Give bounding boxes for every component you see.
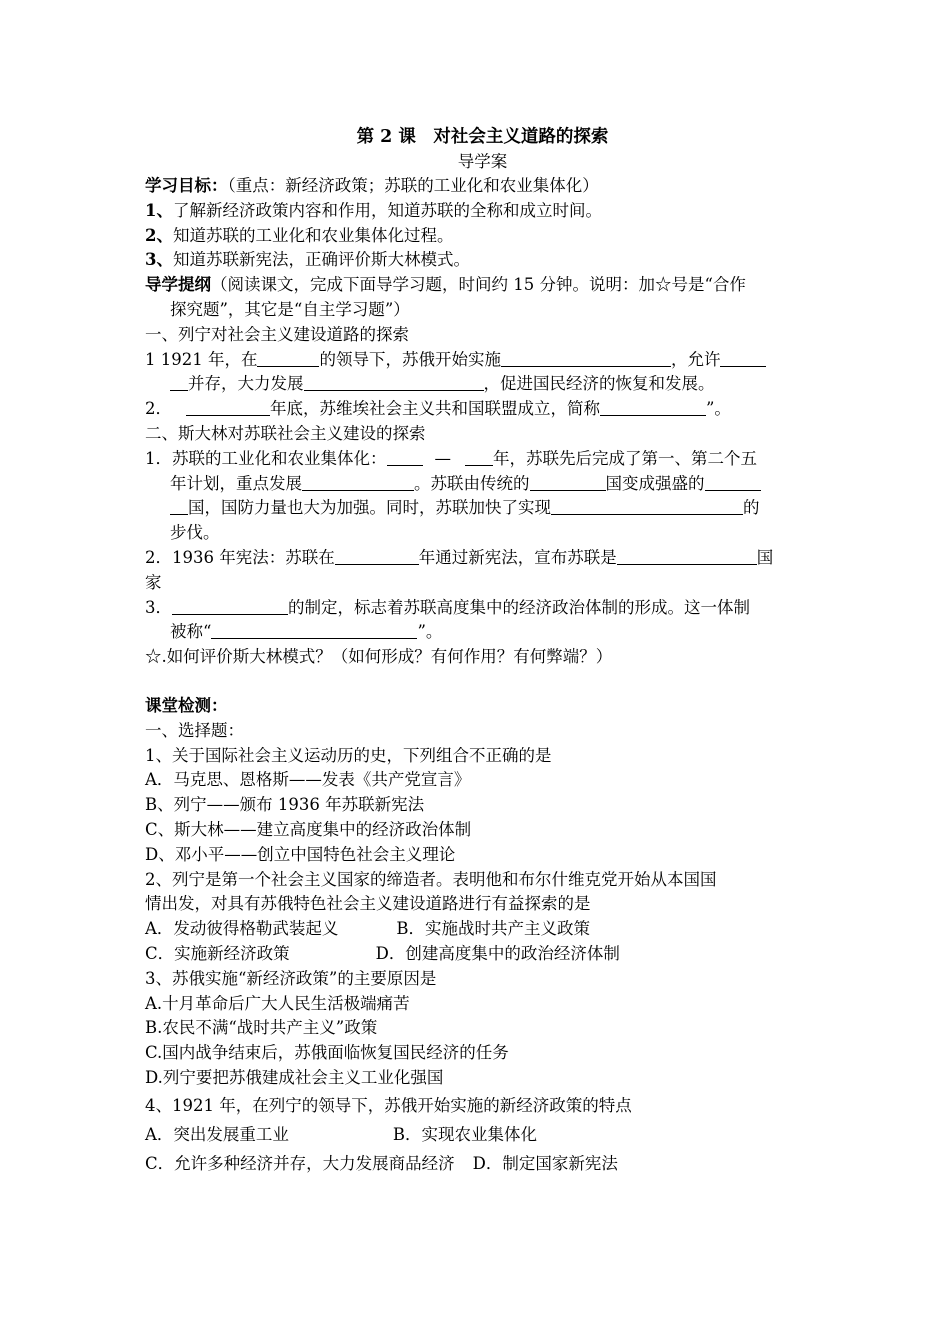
test-part: 一、选择题： (145, 720, 244, 740)
answer-blank[interactable] (465, 449, 493, 466)
test-heading: 课堂检测： (145, 695, 228, 715)
goals-note: （重点：新经济政策；苏联的工业化和农业集体化） (227, 176, 599, 195)
outline-heading: 导学提纲（阅读课文，完成下面导学习题，时间约 15 分钟。说明：加☆号是“合作 (145, 275, 746, 295)
goals-heading (145, 174, 810, 199)
answer-blank[interactable] (211, 622, 417, 639)
test-q4-options-ab: A．突出发展重工业 B．实现农业集体化 (145, 1124, 538, 1144)
answer-blank[interactable] (600, 399, 706, 416)
outline-label: 导学提纲 (145, 275, 211, 295)
s2-q1-line2: 年计划，重点发展 。苏联由传统的 国变成强盛的 (145, 472, 810, 497)
lesson-subtitle: 导学案 (457, 152, 508, 171)
star-question: ☆.如何评价斯大林模式？（如何形成？有何作用？有何弊端？） (145, 647, 613, 667)
section2-heading: 二、斯大林对苏联社会主义建设的探索 (145, 423, 426, 443)
test-q4-stem: 4、1921 年，在列宁的领导下，苏俄开始实施的新经济政策的特点 (145, 1095, 632, 1115)
answer-blank[interactable] (186, 399, 270, 416)
section1-heading: 一、列宁对社会主义建设道路的探索 (145, 324, 409, 344)
test-q1-stem: 1、关于国际社会主义运动历的史，下列组合不正确的是 (145, 745, 552, 765)
s2-q3-line2: 被称“ ”。 (170, 622, 443, 642)
test-q2-stem: 情出发，对具有苏俄特色社会主义建设道路进行有益探索的是 (145, 894, 591, 914)
s1-q1-line1: 1 1921 年，在 的领导下，苏俄开始实施 ，允许 (145, 348, 810, 373)
answer-blank[interactable] (705, 474, 761, 491)
s2-q2-line1: 2．1936 年宪法：苏联在 年通过新宪法，宣布苏联是 国 (145, 547, 774, 567)
answer-blank[interactable] (172, 598, 288, 615)
test-q3-option: C.国内战争结束后，苏俄面临恢复国民经济的任务 (145, 1043, 509, 1063)
answer-blank[interactable] (617, 548, 757, 565)
answer-blank[interactable] (530, 474, 606, 491)
test-q2-options-ab: A．发动彼得格勒武装起义 B．实施战时共产主义政策 (145, 919, 591, 939)
document-content (145, 124, 810, 1178)
answer-blank[interactable] (551, 498, 743, 515)
test-q4-options-cd: C．允许多种经济并存，大力发展商品经济 D．制定国家新宪法 (145, 1153, 618, 1173)
answer-blank[interactable] (170, 374, 188, 391)
test-q1-option: B、列宁——颁布 1936 年苏联新宪法 (145, 795, 425, 815)
s2-q1-line1: 1．苏联的工业化和农业集体化： — 年，苏联先后完成了第一、第二个五 (145, 448, 757, 468)
test-q3-stem: 3、苏俄实施“新经济政策”的主要原因是 (145, 968, 437, 988)
test-q2-stem: 2、列宁是第一个社会主义国家的缔造者。表明他和布尔什维克党开始从本国国 (145, 869, 717, 889)
s2-q2-line2: 家 (145, 572, 162, 592)
test-q1-option: D、邓小平——创立中国特色社会主义理论 (145, 844, 456, 864)
answer-blank[interactable] (257, 350, 319, 367)
s2-q1-line4: 步伐。 (170, 523, 220, 543)
s1-q2: 2． 年底，苏维埃社会主义共和国联盟成立，简称 ”。 (145, 399, 731, 419)
answer-blank[interactable] (335, 548, 419, 565)
goal-item: 2、知道苏联的工业化和农业集体化过程。 (145, 225, 454, 245)
lesson-title: 第 2 课 对社会主义道路的探索 (356, 127, 609, 147)
s2-q1-line3: 国，国防力量也大为加强。同时，苏联加快了实现 的 (145, 496, 810, 521)
s1-q1-line2: 并存，大力发展 ，促进国民经济的恢复和发展。 (145, 372, 810, 397)
answer-blank[interactable] (387, 449, 423, 466)
s2-q3-line1: 3． 的制定，标志着苏联高度集中的经济政治体制的形成。这一体制 (145, 597, 750, 617)
outline-note: 探究题”，其它是“自主学习题”） (170, 299, 410, 319)
test-q1-option: A．马克思、恩格斯——发表《共产党宣言》 (145, 770, 471, 790)
test-q2-options-cd: C．实施新经济政策 D．创建高度集中的政治经济体制 (145, 943, 620, 963)
test-q3-option: A.十月革命后广大人民生活极端痛苦 (145, 993, 410, 1013)
answer-blank[interactable] (170, 498, 188, 515)
goal-item: 3、知道苏联新宪法，正确评价斯大林模式。 (145, 250, 470, 270)
answer-blank[interactable] (501, 350, 671, 367)
answer-blank[interactable] (302, 474, 414, 491)
answer-blank[interactable] (304, 374, 484, 391)
test-q3-option: D.列宁要把苏俄建成社会主义工业化强国 (145, 1067, 444, 1087)
goal-item: 1、了解新经济政策内容和作用，知道苏联的全称和成立时间。 (145, 200, 602, 220)
test-q1-option: C、斯大林——建立高度集中的经济政治体制 (145, 819, 472, 839)
goals-label: 学习目标： (145, 176, 228, 195)
test-q3-option: B.农民不满“战时共产主义”政策 (145, 1018, 378, 1038)
answer-blank[interactable] (720, 350, 766, 367)
